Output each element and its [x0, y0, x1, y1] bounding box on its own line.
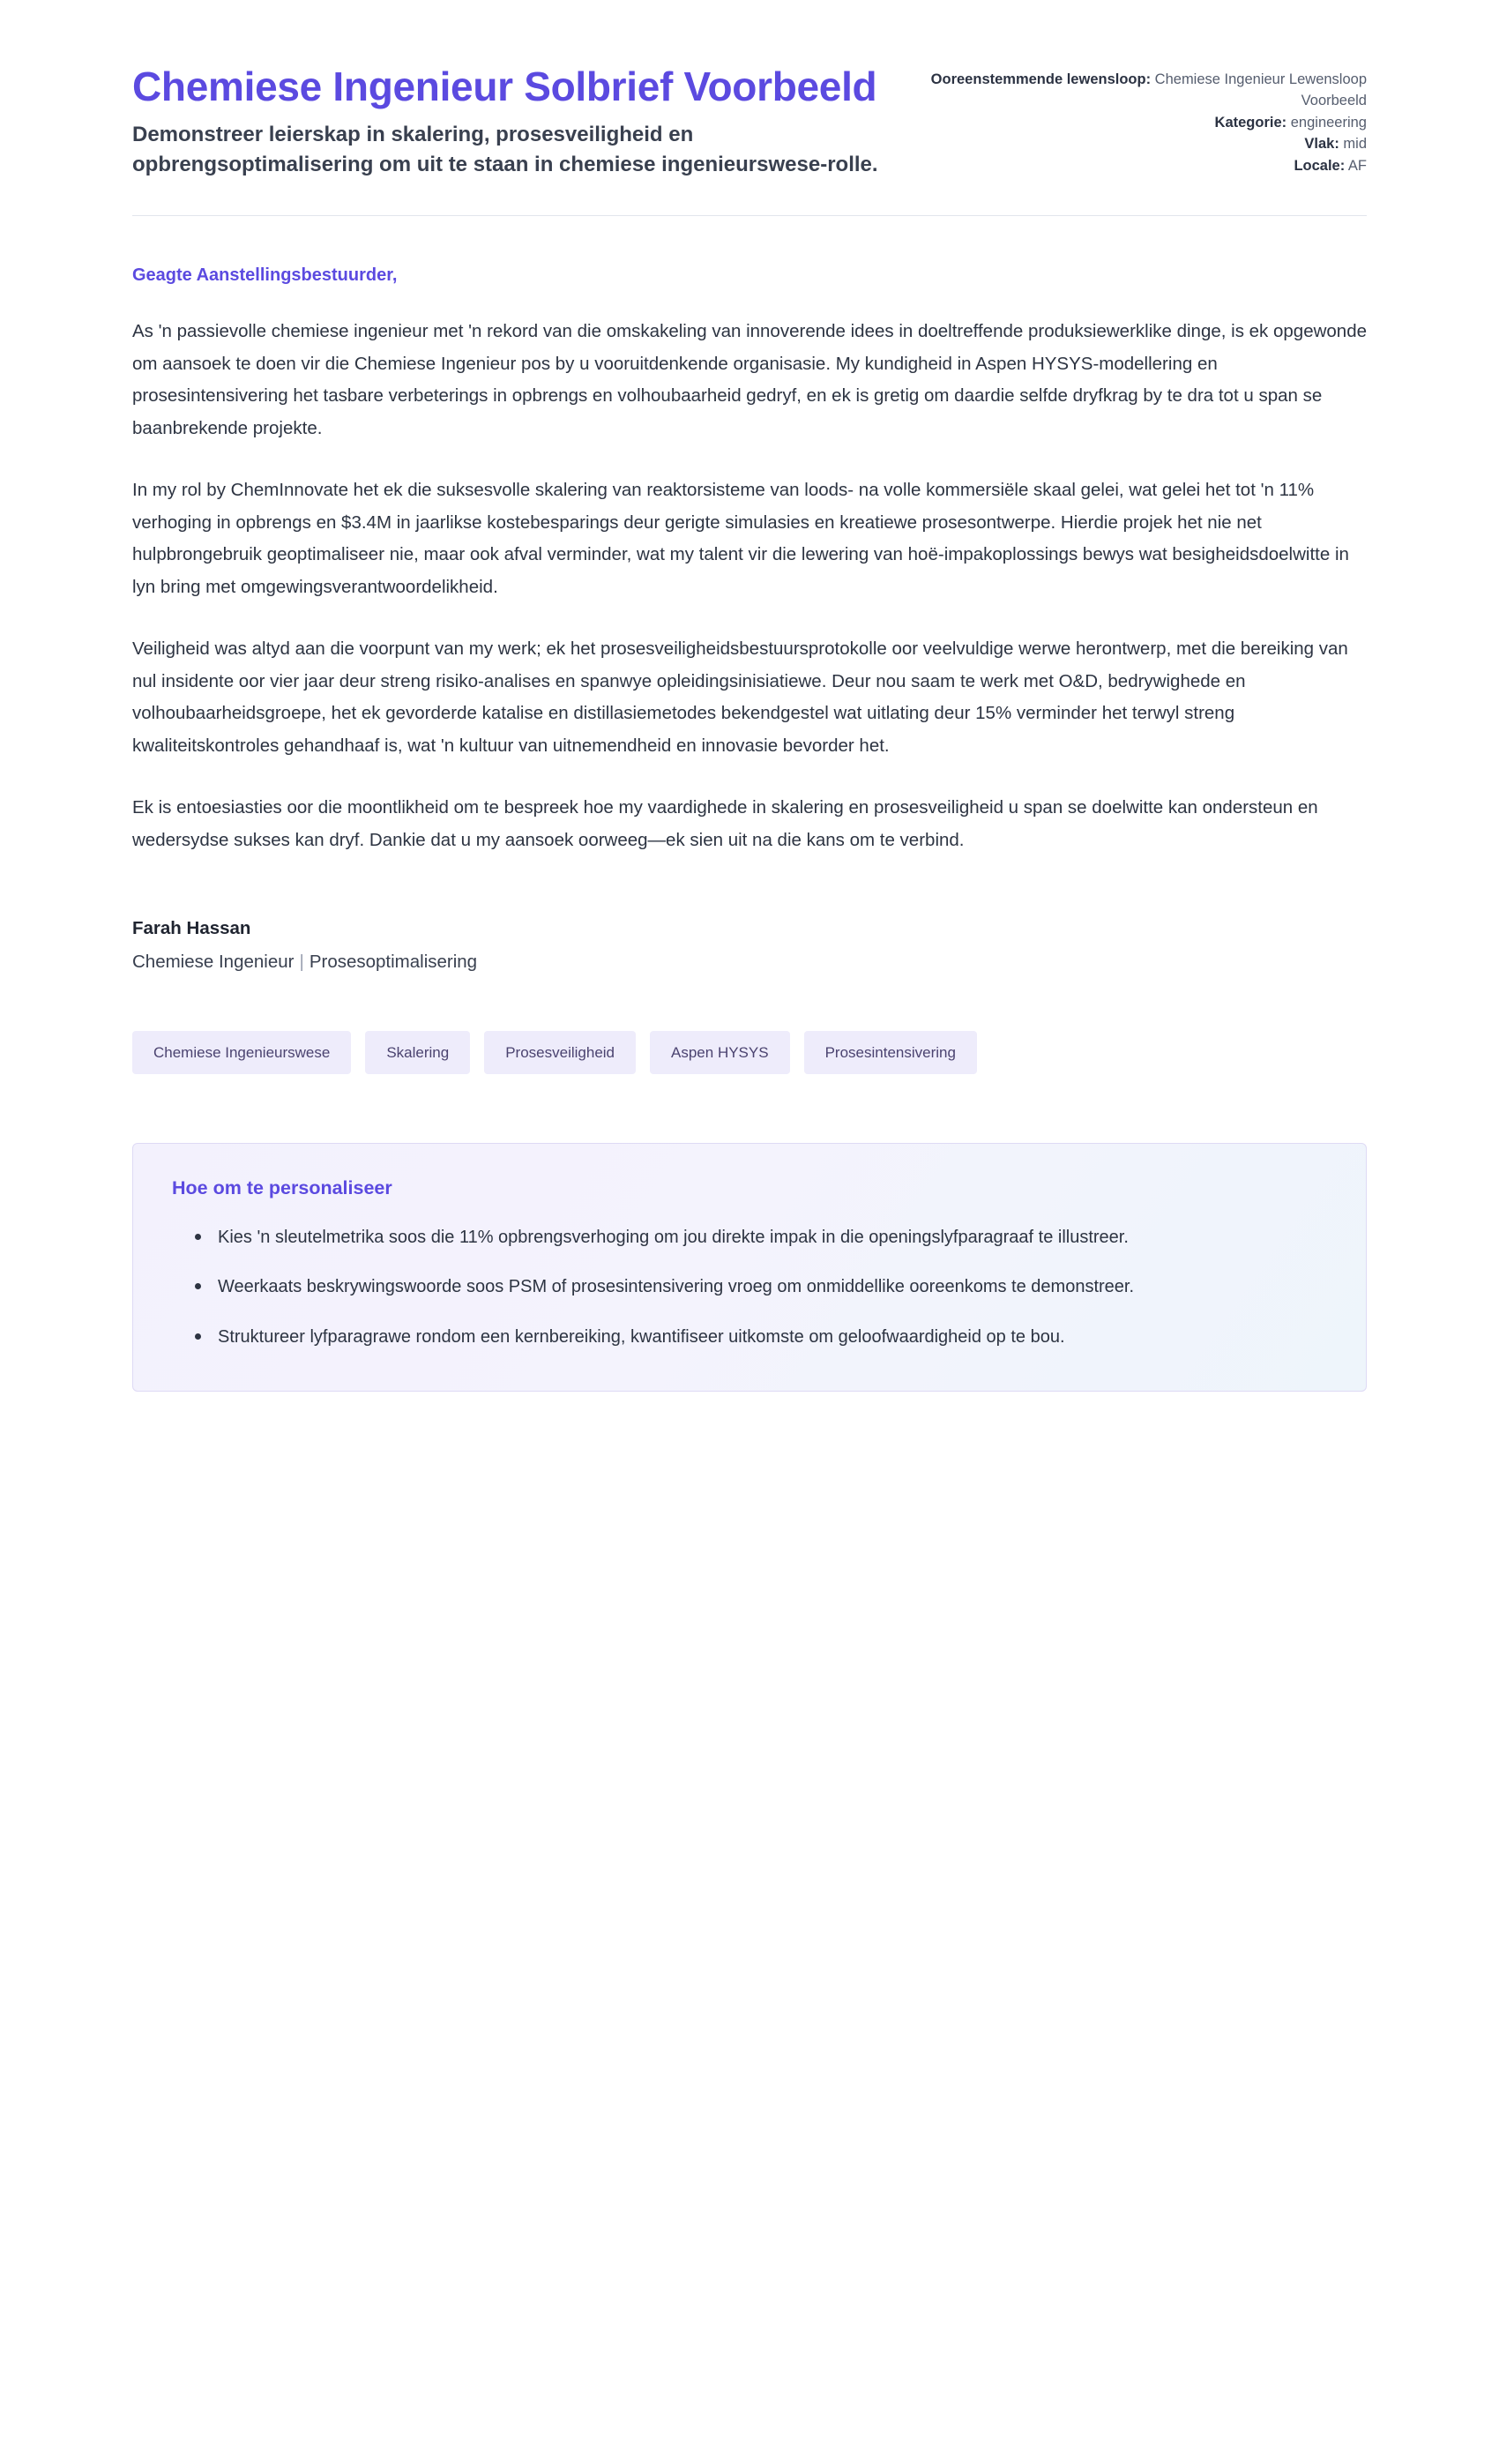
skill-tag[interactable]: Prosesintensivering — [804, 1031, 977, 1074]
personalization-tips-card — [132, 1143, 1367, 1392]
list-item: Weerkaats beskrywingswoorde soos PSM of prosesintensivering vroeg om onmiddellike ooreenkoms te demonstreer. — [195, 1272, 1327, 1302]
skill-tag[interactable]: Skalering — [365, 1031, 470, 1074]
signature-name: Farah Hassan — [132, 918, 251, 939]
letter-salutation: Geagte Aanstellingsbestuurder, — [132, 265, 398, 286]
letter-paragraph-2: In my rol by ChemInnovate het ek die suksesvolle skalering van reaktorsisteme van loods- na volle kommersiële skaal gelei, wat gelei het tot 'n 11% verhoging in opbrengs en $3.4M in jaarlikse kostebesparings deur gerigte simulasies en kreatiewe prosesontwerpe. Hierdie projek het nie net hulpbrongebruik geoptimaliseer nie, maar ook afval verminder, wat my talent vir die lewering van hoë-impakoplossings bewys wat besigheidsdoelwitte in lyn bring met omgewingsverantwoordelikheid. — [132, 480, 1349, 597]
letter-paragraph-3: Veiligheid was altyd aan die voorpunt van my werk; ek het prosesveiligheidsbestuursprotokolle oor veelvuldige werwe herontwerp, met die bereiking van nul insidente oor vier jaar deur streng risiko-analises en spanwye opleidingsinisiatiewe. Deur nou saam te werk met O&D, bedrywighede en volhoubaarheidsgroepe, het ek gevorderde katalise en distillasiemetodes bekendgestel wat uitlating deur 15% verminder het terwyl streng kwaliteitskontroles gehandhaaf is, wat 'n kultuur van uitnemendheid en innovasie bevorder het. — [132, 638, 1348, 756]
header-title-block — [132, 62, 889, 180]
skill-tag[interactable]: Chemiese Ingenieurswese — [132, 1031, 351, 1074]
signature-separator: | — [299, 952, 304, 973]
meta-locale-value: AF — [1347, 157, 1367, 174]
skill-tag[interactable]: Prosesveiligheid — [484, 1031, 636, 1074]
document-metadata — [924, 62, 1367, 176]
page-subtitle: Demonstreer leierskap in skalering, prosesveiligheid en opbrengsoptimalisering om uit te staan in chemiese ingenieurswese-rolle. — [132, 123, 878, 177]
list-item: Struktureer lyfparagrawe rondom een kernbereiking, kwantifiseer uitkomste om geloofwaardigheid op te bou. — [195, 1322, 1327, 1352]
meta-matching-resume-label: Ooreenstemmende lewensloop: — [930, 71, 1152, 87]
meta-level-value: mid — [1343, 136, 1367, 153]
letter-paragraph-1: As 'n passievolle chemiese ingenieur met 'n rekord van die omskakeling van innoverende idees in doeltreffende produksiewerklike dinge, is ek opgewonde om aansoek te doen vir die Chemiese Ingenieur pos by u vooruitdenkende organisasie. My kundigheid in Aspen HYSYS-modellering en prosesintensivering het tasbare verbeterings in opbrengs en volhoubaarheid gedryf, en ek is gretig om daardie selfde dryfkrag by te dra tot u span se baanbrekende projekte. — [132, 321, 1368, 438]
meta-level-label: Vlak: — [1304, 136, 1339, 153]
meta-category-value: engineering — [1290, 114, 1367, 131]
skill-tag-list — [132, 1031, 1367, 1074]
meta-category — [924, 112, 1367, 133]
list-item: Kies 'n sleutelmetrika soos die 11% opbrengsverhoging om jou direkte impak in die openingslyfparagraaf te illustreer. — [195, 1222, 1327, 1252]
letter-signature — [132, 918, 1367, 973]
meta-level — [924, 133, 1367, 154]
meta-locale — [924, 155, 1367, 176]
tips-title: Hoe om te personaliseer — [172, 1177, 392, 1199]
meta-matching-resume — [924, 69, 1367, 112]
letter-paragraph-4: Ek is entoesiasties oor die moontlikheid om te bespreek hoe my vaardighede in skalering en prosesveiligheid u span se doelwitte kan ondersteun en wedersydse sukses kan dryf. Dankie dat u my aansoek oorweeg—ek sien uit na die kans om te verbind. — [132, 797, 1318, 850]
document-header — [132, 62, 1367, 215]
signature-role — [132, 952, 1367, 973]
tips-list — [172, 1222, 1327, 1352]
skill-tag[interactable]: Aspen HYSYS — [650, 1031, 790, 1074]
meta-matching-resume-value: Chemiese Ingenieur Lewensloop Voorbeeld — [1154, 71, 1367, 109]
page-title: Chemiese Ingenieur Solbrief Voorbeeld — [132, 63, 877, 109]
signature-role-secondary: Prosesoptimalisering — [309, 952, 478, 973]
signature-role-primary: Chemiese Ingenieur — [132, 952, 295, 973]
meta-locale-label: Locale: — [1294, 157, 1346, 174]
header-divider — [132, 215, 1367, 216]
cover-letter-body — [132, 265, 1367, 973]
meta-category-label: Kategorie: — [1214, 114, 1287, 131]
